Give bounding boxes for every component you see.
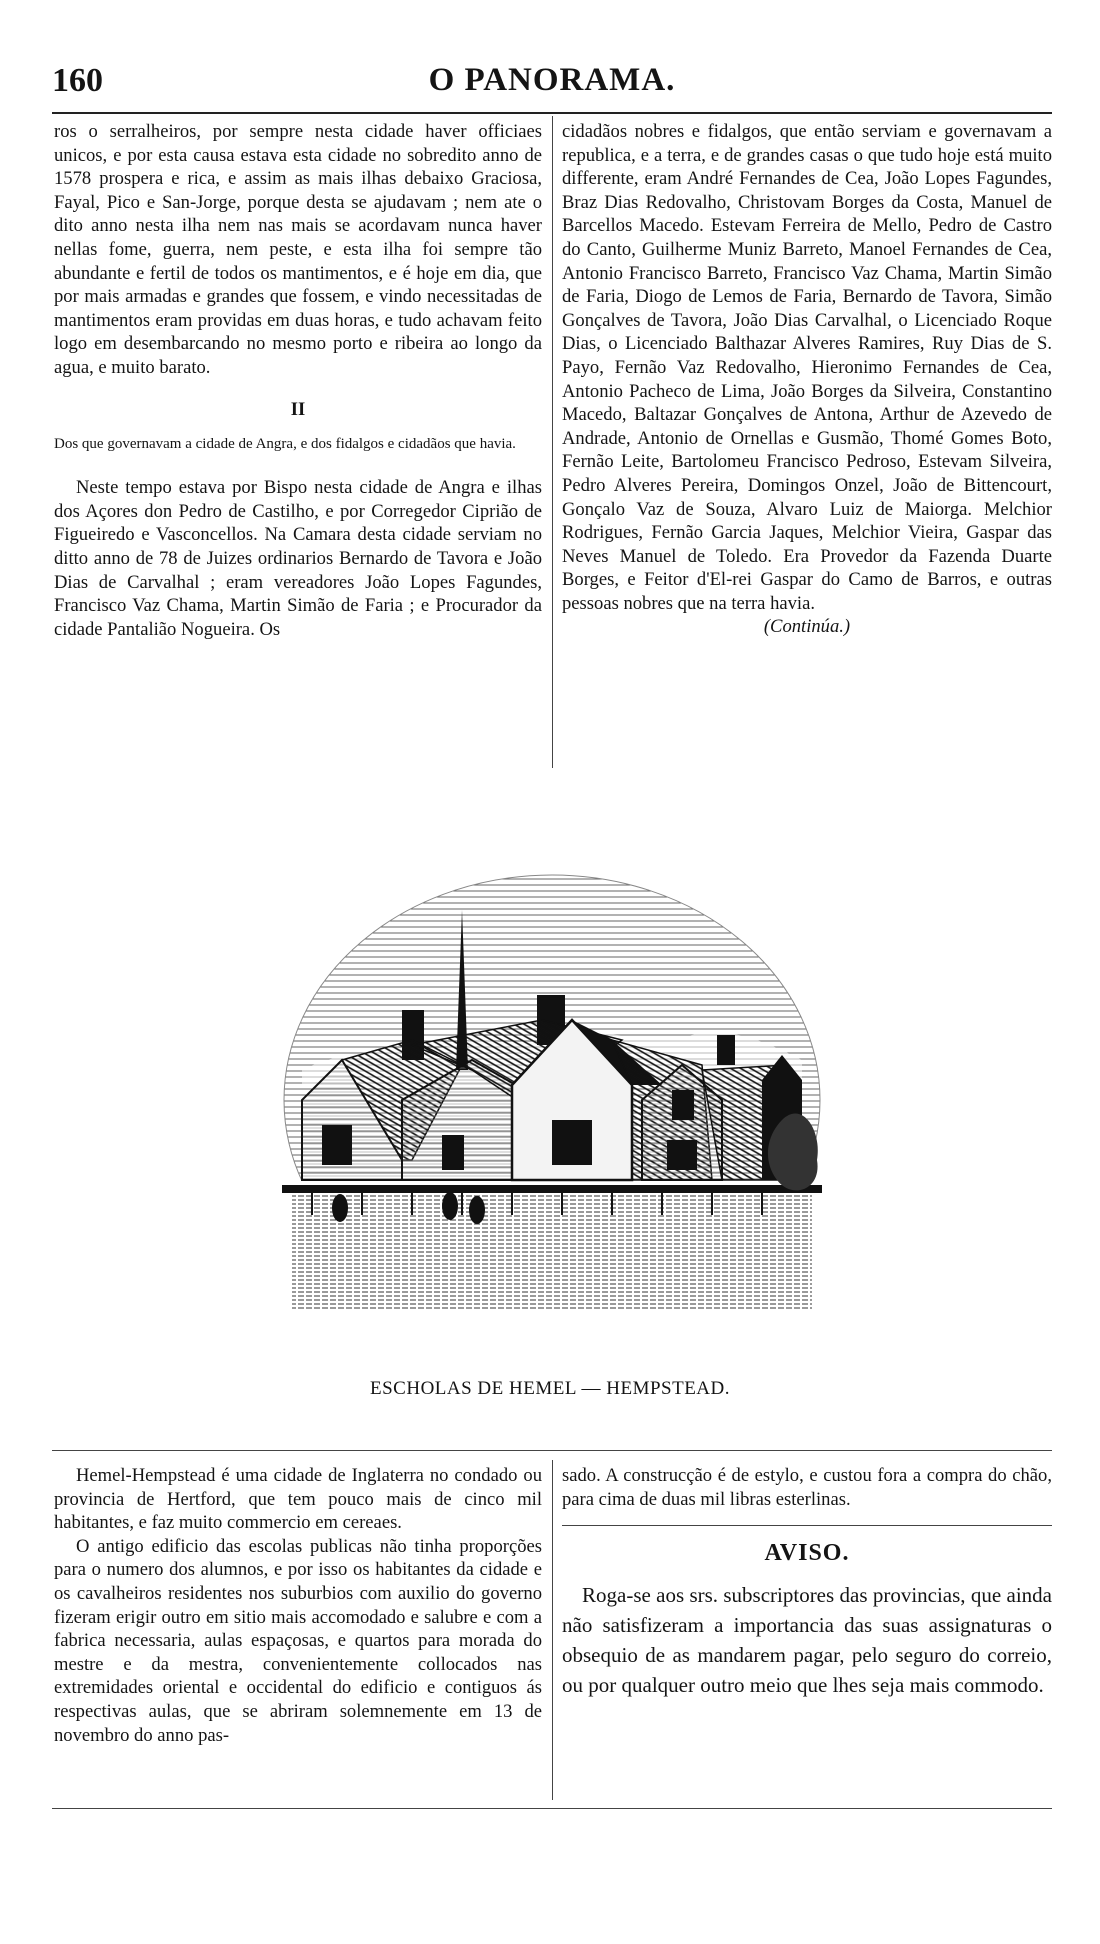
- left-paragraph-1: ros o serralheiros, por sempre nesta cidade haver officiaes unicos, e por esta causa estava esta cidade no sobredito anno de 1578 prospera e rica, e assim as mais ilhas debaixo Graciosa, Fayal, Pico e San-Jorge, porque desta se ajudavam ; nem ate o dito anno nesta ilha nem nas mais se acordavam nunca haver nellas fome, guerra, nem peste, e esta ilha foi sempre tão abundante e fertil de todos os mantimentos, e é hoje em dia, que por mais armadas e grandes que fossem, e vindo necessitadas de mantimentos eram providas em duas horas, e tudo achavam feito logo em desembarcando no mesmo porto e ribeira ao longo da agua, e muito barato.: [54, 121, 542, 378]
- footer-rule: [52, 1808, 1052, 1809]
- hemel-paragraph-2: O antigo edificio das escolas publicas não tinha proporções para o numero dos alumnos, e por isso os habitantes da cidade e os cavalheiros residentes nos suburbios com auxilio do governo fizeram erigir outro em sitio mais accomodado e salubre e com a fabrica necessaria, aulas espaçosas, e quartos para morada do mestre e da mestra, convenientemente collocados nas extremidades oriental e occidental do edificio e contiguos ás respectivas aulas, que se abriram solemnemente em 13 de novembro do anno pas-: [54, 1535, 542, 1746]
- school-building-engraving-icon: [282, 870, 822, 1340]
- header-rule: [52, 112, 1052, 114]
- aviso-text: Roga-se aos srs. subscriptores das provincias, que ainda não satisfizeram a importancia das suas assignaturas o obsequio de as mandarem pagar, pelo seguro do correio, ou por qualquer outro meio que lhes seja mais commodo.: [562, 1582, 1052, 1697]
- right-column-bottom: [562, 1464, 1052, 1700]
- aviso-rule: [562, 1525, 1052, 1526]
- continua-note: (Continúa.): [763, 616, 851, 638]
- left-paragraph-2: Neste tempo estava por Bispo nesta cidade de Angra e ilhas dos Açores don Pedro de Castilho, e por Corregedor Ciprião de Figueiredo e Vasconcellos. Na Camara desta cidade serviam no ditto anno de 78 de Juizes ordinarios Bernardo de Tavora e João Dias de Carvalhal ; eram vereadores João Lopes Fagundes, Francisco Vaz Chama, Martin Simão de Faria ; e Procurador da cidade Pantalião Nogueira. Os: [54, 477, 542, 640]
- caption-rule: [52, 1450, 1052, 1451]
- column-divider-top: [552, 116, 553, 768]
- hemel-paragraph-3: sado. A construcção é de estylo, e custou fora a compra do chão, para cima de duas mil libras esterlinas.: [562, 1465, 1052, 1510]
- section-subtitle: Dos que governavam a cidade de Angra, e dos fidalgos e cidadãos que havia.: [54, 436, 516, 453]
- hemel-paragraph-1: Hemel-Hempstead é uma cidade de Inglaterra no condado ou provincia de Hertford, que tem pouco mais de cinco mil habitantes, e faz muito commercio em cereaes.: [54, 1465, 542, 1534]
- page-header: [52, 62, 1052, 106]
- section-number: II: [290, 398, 306, 420]
- aviso-title: AVISO.: [764, 1540, 850, 1567]
- right-paragraph-1: cidadãos nobres e fidalgos, que então serviam e governavam a republica, e a terra, e de grandes casas o que tudo hoje está muito differente, eram André Fernandes de Cea, João Lopes Fagundes, Braz Dias Redovalho, Christovam Borges da Costa, Manuel de Barcellos Macedo. Estevam Ferreira de Mello, Pedro de Castro do Canto, Guilherme Muniz Barreto, Manoel Fernandes de Cea, Antonio Francisco Barreto, Francisco Vaz Chama, Martin Simão de Faria, Diogo de Lemos de Faria, Bernardo de Tavora, Simão Gonçalves de Tavora, João Dias Carvalhal, o Licenciado Roque Dias, o Licenciado Balthazar Alveres Ramires, Ruy Dias de S. Payo, Fernão Vaz Redovalho, Hieronimo Fernandes de Cea, Antonio Pacheco de Lima, João Borges da Silveira, Constantino Macedo, Baltazar Gonçalves de Antona, Arthur de Azevedo de Andrade, Antonio de Ornellas e Gusmão, Thomé Gomes Boto, Fernão Leite, Bartolomeu Francisco Pedroso, Estevam Silveira, Pedro Alveres Pereira, Domingos Onzel, João de Bittencourt, Gonçalo Vaz de Souza, Alvaro Luiz de Maiorga. Melchior Rodrigues, Fernão Garcia Jaques, Melchior Vieira, Gaspar das Neves Manuel de Toledo. Era Provedor da Fazenda Duarte Borges, e Feitor d'El-rei Gaspar do Camo de Barros, e outras pessoas nobres que na terra havia.: [562, 121, 1052, 614]
- page-number: 160: [52, 62, 103, 99]
- column-divider-bottom: [552, 1460, 553, 1800]
- left-column-top: [54, 120, 542, 641]
- left-column-bottom: [54, 1464, 542, 1747]
- illustration-caption: ESCHOLAS DE HEMEL — HEMPSTEAD.: [370, 1378, 730, 1399]
- right-column-top: [562, 120, 1052, 639]
- journal-title: O PANORAMA.: [428, 62, 676, 98]
